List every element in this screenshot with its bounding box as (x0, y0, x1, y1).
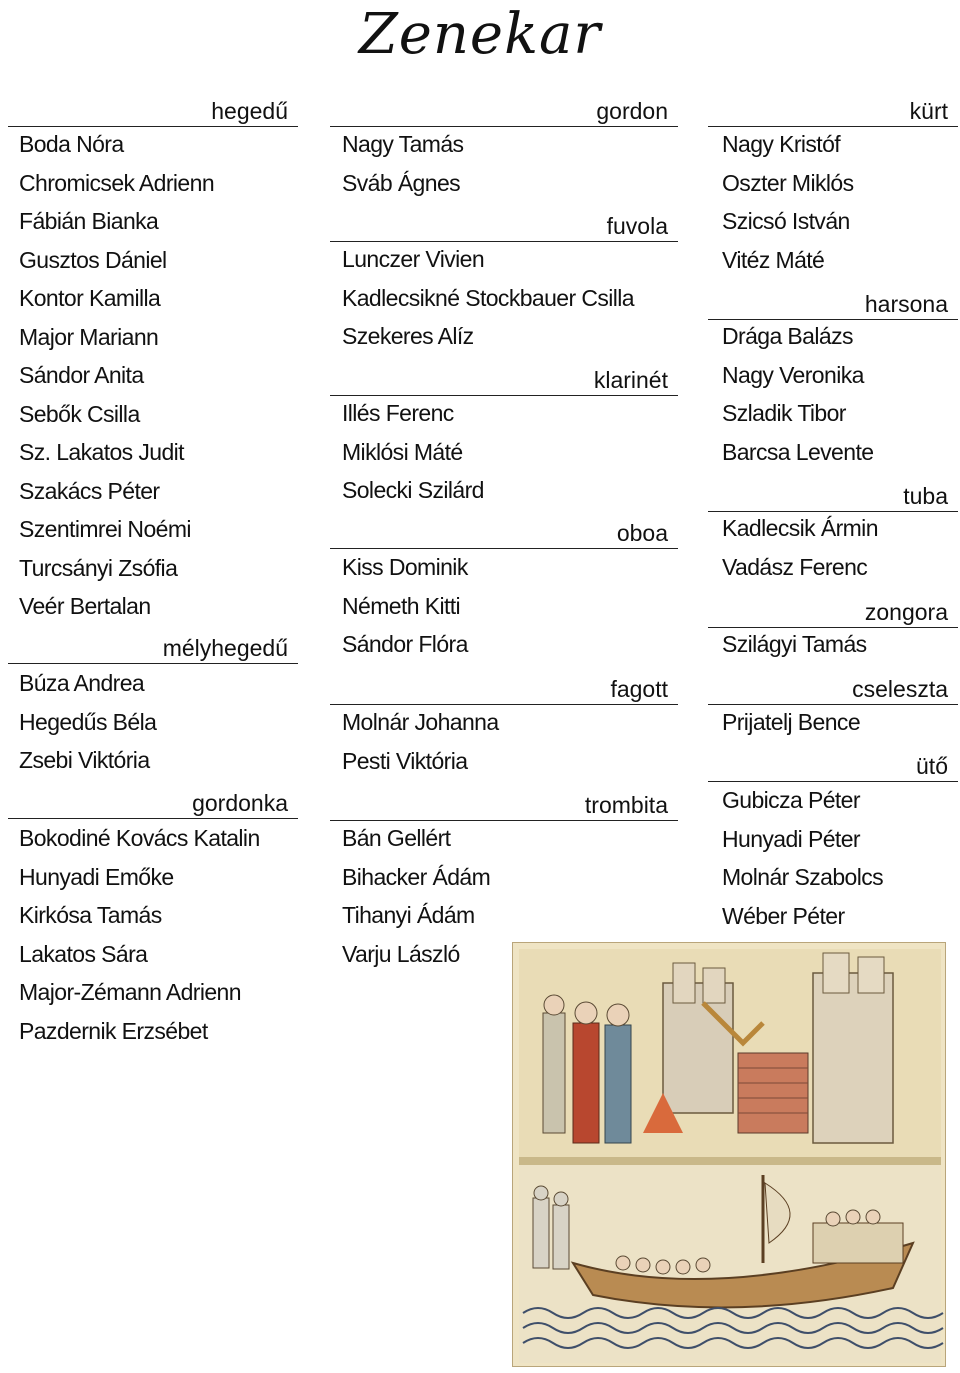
member-name: Tihanyi Ádám (342, 902, 475, 928)
section-heading: klarinét (330, 366, 678, 396)
member-name: Nagy Kristóf (722, 131, 841, 157)
member-name: Major-Zémann Adrienn (19, 979, 241, 1005)
member-name: Molnár Szabolcs (722, 864, 884, 890)
member-name: Bihacker Ádám (342, 863, 491, 890)
member-name: Hunyadi Péter (722, 825, 860, 852)
member-name: Szilágyi Tamás (722, 631, 867, 657)
member-name: Szakács Péter (19, 477, 160, 504)
member-name: Pazdernik Erzsébet (19, 1017, 208, 1044)
member-name: Kiss Dominik (342, 554, 468, 580)
member-name: Búza Andrea (19, 670, 145, 696)
section-heading: fuvola (330, 212, 678, 242)
member-name: Varju László (342, 940, 460, 967)
member-name: Kirkósa Tamás (19, 902, 162, 928)
member-name: Major Mariann (19, 323, 159, 350)
section-heading: fagott (330, 675, 678, 705)
member-name: Sebők Csilla (19, 400, 140, 427)
section-heading: mélyhegedű (8, 634, 298, 664)
section-heading: oboa (330, 519, 678, 549)
section-heading: trombita (330, 791, 678, 821)
member-name: Turcsányi Zsófia (19, 554, 178, 581)
member-name: Szekeres Alíz (342, 323, 474, 349)
member-name: Kadlecsikné Stockbauer Csilla (342, 284, 634, 311)
section-heading: cseleszta (708, 675, 958, 705)
member-name: Pesti Viktória (342, 747, 468, 774)
member-name: Lakatos Sára (19, 940, 148, 967)
member-name: Nagy Veronika (722, 361, 864, 388)
member-name: Miklósi Máté (342, 438, 463, 465)
member-name: Illés Ferenc (342, 400, 454, 426)
member-name: Veér Bertalan (19, 593, 151, 619)
member-name: Gubicza Péter (722, 787, 860, 813)
section-heading: zongora (708, 598, 958, 628)
member-name: Sváb Ágnes (342, 169, 461, 196)
member-name: Boda Nóra (19, 131, 124, 157)
member-name: Gusztos Dániel (19, 246, 167, 273)
member-name: Kadlecsik Ármin (722, 515, 878, 541)
member-name: Wéber Péter (722, 902, 845, 929)
member-name: Solecki Szilárd (342, 477, 484, 503)
section-heading: gordonka (8, 789, 298, 819)
member-name: Bán Gellért (342, 825, 451, 851)
section-heading: hegedű (8, 97, 298, 127)
member-name: Oszter Miklós (722, 169, 854, 196)
member-name: Molnár Johanna (342, 709, 499, 735)
section-heading: ütő (708, 752, 958, 782)
member-name: Hunyadi Emőke (19, 863, 174, 890)
member-name: Bokodiné Kovács Katalin (19, 825, 260, 851)
member-name: Németh Kitti (342, 592, 461, 619)
member-name: Szentimrei Noémi (19, 516, 191, 542)
page-title: Zenekar (358, 2, 602, 67)
member-name: Vadász Ferenc (722, 553, 868, 580)
section-heading: kürt (708, 97, 958, 127)
member-name: Prijatelj Bence (722, 709, 861, 735)
member-name: Hegedűs Béla (19, 708, 157, 735)
member-name: Drága Balázs (722, 323, 853, 349)
member-name: Sz. Lakatos Judit (19, 439, 184, 465)
member-name: Lunczer Vivien (342, 246, 485, 272)
member-name: Chromicsek Adrienn (19, 169, 215, 196)
member-name: Vitéz Máté (722, 246, 825, 273)
section-heading: gordon (330, 97, 678, 127)
member-name: Sándor Flóra (342, 631, 468, 657)
member-name: Nagy Tamás (342, 131, 464, 157)
medieval-manuscript-illustration (512, 942, 946, 1367)
member-name: Szicsó István (722, 208, 850, 234)
section-heading: harsona (708, 290, 958, 320)
section-heading: tuba (708, 482, 958, 512)
member-name: Zsebi Viktória (19, 747, 150, 773)
member-name: Barcsa Levente (722, 438, 874, 465)
member-name: Kontor Kamilla (19, 285, 161, 311)
member-name: Szladik Tibor (722, 400, 846, 426)
member-name: Sándor Anita (19, 362, 144, 388)
member-name: Fábián Bianka (19, 208, 159, 234)
